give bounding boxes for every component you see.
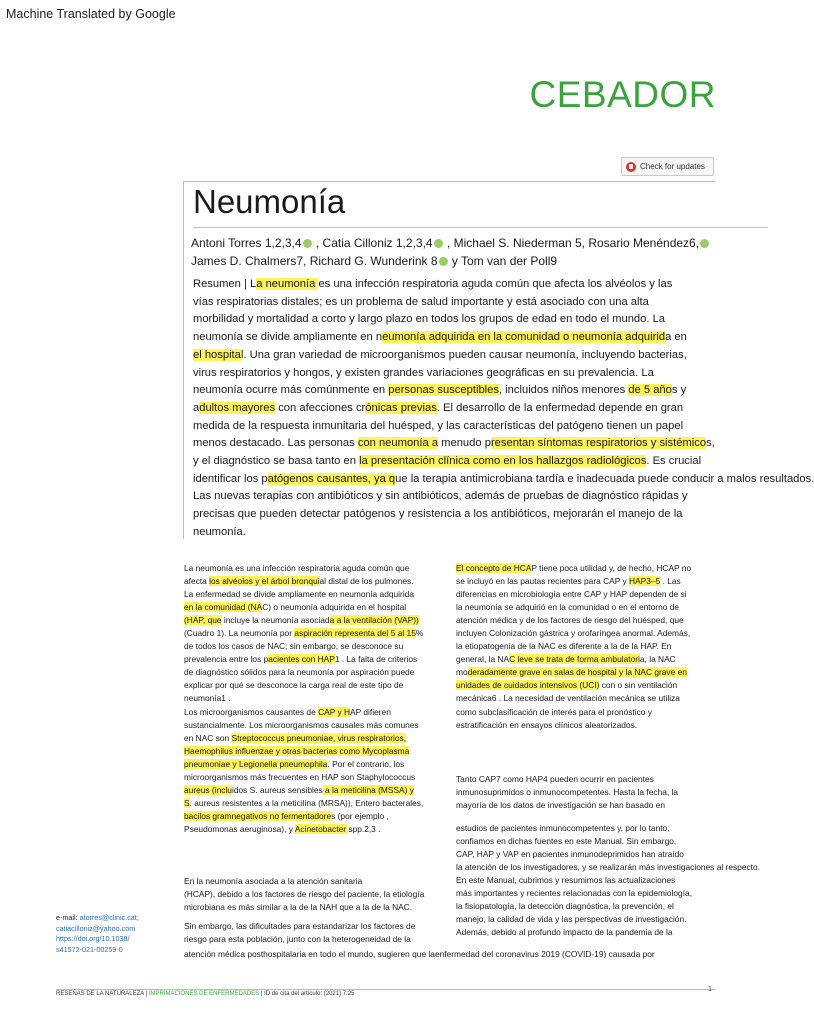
text-line	[456, 773, 678, 786]
text-line	[184, 745, 423, 758]
title-frame-top	[183, 181, 715, 182]
highlighted-text: C leve se trata de forma ambulatori	[509, 654, 640, 665]
text-span: mecánica6 . La necesidad de ventilación mecánica se utiliza	[456, 693, 680, 704]
text-line	[456, 786, 678, 799]
highlighted-text: a la meticilina (MSSA) y	[322, 784, 414, 795]
text-span: la fisiopatología, la detección diagnóstica, la prevención, el	[456, 901, 674, 912]
text-span: idos S. aureus sensibles	[231, 784, 323, 795]
text-span: de todos los casos de NAC; sin embargo, se desconoce su	[184, 641, 404, 652]
text-span: neumonía.	[193, 525, 246, 538]
check-for-updates-button[interactable]	[621, 157, 714, 176]
footer	[56, 991, 354, 997]
highlighted-text: de 5 año	[628, 384, 672, 397]
text-span: explicar por qué se desconoce la carga real de este tipo de	[184, 680, 404, 691]
orcid-icon[interactable]	[303, 239, 312, 248]
highlighted-text: en la comunidad (NA	[184, 602, 263, 613]
author-niederman-menendez: , Michael S. Niederman 5, Rosario Menéndez6,	[446, 236, 700, 250]
email-link-torres[interactable]: atorres@clinic.cat;	[79, 913, 139, 922]
text-line	[184, 771, 423, 784]
text-line	[456, 861, 760, 874]
email-link-cilloniz[interactable]: catiacilloniz@yahoo.com	[56, 923, 136, 933]
text-line	[193, 347, 814, 365]
text-line	[193, 365, 814, 383]
text-span: más importantes y recientes relacionadas con la epidemiología,	[456, 888, 693, 899]
highlighted-text: personas susceptibles	[388, 384, 499, 397]
highlighted-text: ónicas previas	[365, 401, 437, 414]
text-span: manejo, la calidad de vida y las perspectivas de investigación.	[456, 914, 687, 925]
highlighted-text: atógenos causantes, ya q	[267, 472, 396, 485]
highlighted-text: Streptococcus pneumoniae, virus respiratorios,	[231, 732, 407, 743]
text-span: al distal de los pulmones.	[319, 576, 414, 587]
highlighted-text: a neumonía	[256, 278, 319, 290]
text-span: . El desarrollo de la enfermedad depende en gran	[436, 401, 684, 414]
text-line	[184, 901, 424, 914]
text-span: s (por ejemplo ,	[331, 810, 389, 821]
body-column-left-para-risk	[184, 920, 415, 946]
text-span: virus respiratorios y hongos, y existen grandes variaciones geográficas en su prevalencia. La	[193, 366, 654, 379]
text-span: como subclasificación de interés para el pronóstico y	[456, 706, 652, 717]
text-line	[184, 640, 423, 653]
highlighted-text: HAP3–5	[629, 576, 661, 587]
text-line	[456, 835, 760, 848]
footer-section: IMPRIMACIONES DE ENFERMEDADES	[148, 991, 260, 997]
highlighted-text: S	[184, 797, 190, 808]
text-span: afecta	[184, 576, 210, 587]
highlighted-text: resentan síntomas respiratorios y sistémico	[490, 437, 707, 450]
text-line	[193, 488, 814, 506]
highlighted-text: pneumoniae y Legionella pneumophila	[184, 758, 328, 769]
text-span: incluyen Colonización gástrica y orofaríngea anormal. Además,	[456, 628, 691, 639]
text-line	[184, 810, 423, 823]
highlighted-text: aspiración representa del 5 al 15	[294, 628, 416, 639]
text-line	[456, 848, 760, 861]
text-span: en NAC son	[184, 732, 232, 743]
text-line	[456, 799, 678, 812]
text-span: microbiana es más similar a la de la NAH que a la de la NAC.	[184, 902, 413, 913]
text-line	[193, 294, 814, 312]
text-line	[184, 888, 424, 901]
highlighted-text: Haemophilus influenzae y otras bacterias como Mycoplasma	[184, 745, 410, 756]
text-line	[184, 875, 424, 888]
orcid-icon[interactable]	[439, 257, 448, 266]
text-span: , incluidos niños menores	[498, 384, 629, 397]
highlighted-text: Acinetobacter	[294, 823, 349, 834]
text-span: La enfermedad se divide ampliamente en neumonía adquirida	[184, 589, 414, 600]
text-line	[456, 913, 760, 926]
body-column-left-para-hcap	[184, 875, 424, 914]
text-span: se incluyó en las pautas recientes para CAP y	[456, 576, 630, 587]
author-torres: Antoni Torres 1,2,3,4	[191, 236, 302, 250]
text-line	[184, 823, 423, 836]
text-span: neumonía se divide ampliamente en n	[193, 331, 383, 344]
text-line	[184, 575, 423, 588]
text-span: identificar los p	[193, 472, 268, 485]
orcid-icon[interactable]	[700, 239, 709, 248]
highlighted-text: el hospita	[193, 348, 241, 361]
text-span: s,	[706, 437, 715, 450]
author-chalmers-wunderink: James D. Chalmers7, Richard G. Wunderink 8	[191, 254, 438, 268]
text-line	[184, 588, 423, 601]
text-span: a en	[665, 331, 687, 344]
highlighted-text: deradamente grave en salas de hospital y la NAC grave en	[467, 667, 687, 678]
email-label: e-mail:	[56, 913, 80, 922]
highlighted-text: El concepto de HCA	[456, 563, 532, 573]
text-span: enfermedad del coronavirus 2019 (COVID-19) causada por	[434, 949, 655, 959]
text-span: morbilidad y mortalidad a corto y largo plazo en todos los grupos de edad en todo el mundo. La	[193, 313, 666, 326]
text-line	[456, 874, 760, 887]
text-span: sustancialmente. Los microorganismos causales más comunes	[184, 719, 419, 730]
text-span: riesgo para esta población, junto con la heterogeneidad de la	[184, 934, 411, 945]
title-frame-vertical	[183, 181, 184, 539]
article-title: Neumonía	[193, 183, 346, 220]
highlighted-text: unidades de cuidados intensivos (UCI)	[456, 680, 600, 691]
text-line	[193, 276, 814, 294]
text-span: Los microorganismos causantes de	[184, 706, 319, 717]
text-span: estudios de pacientes inmunocompetentes y, por lo tanto,	[456, 823, 670, 833]
text-line	[456, 666, 691, 679]
text-span: ue la terapia antimicrobiana tardía e inadecuada puede conducir a malos resultados.	[395, 472, 814, 485]
text-line	[456, 926, 760, 939]
text-line	[456, 719, 691, 732]
text-line	[193, 471, 814, 489]
text-line	[184, 679, 423, 692]
footer-rule	[56, 989, 716, 990]
text-span: y el diagnóstico se basa tanto en	[193, 455, 360, 468]
abstract	[193, 276, 814, 542]
text-span: . aureus resistentes a la meticilina (MRSA)), Entero bacterales,	[189, 797, 424, 808]
text-span: la atención de los investigadores, y se realizarán más investigaciones al respecto.	[456, 862, 760, 873]
text-line	[193, 506, 814, 524]
highlighted-text: dultos mayores	[199, 401, 276, 414]
highlighted-text: los alvéolos y el árbol bronqui	[209, 576, 320, 587]
footer-journal: RESEÑAS DE LA NATURALEZA |	[56, 991, 149, 997]
text-span: . Las	[660, 576, 681, 587]
highlighted-text: (HAP, que	[184, 615, 222, 626]
text-span: La neumonía es una infección respiratoria aguda común que	[184, 563, 410, 573]
text-line	[184, 758, 423, 771]
body-column-right-para-immuno	[456, 773, 678, 812]
correspondence-block	[56, 913, 139, 955]
text-span: mo	[456, 667, 468, 678]
text-span: neumonía ocurre más comúnmente en	[193, 384, 389, 397]
text-line	[456, 900, 760, 913]
text-span: confiamos en dichas fuentes en este Manual. Sin embargo,	[456, 836, 677, 847]
text-line	[184, 627, 423, 640]
text-line	[193, 453, 814, 471]
text-span: medida de la respuesta inmunitaria del huésped, y las características del patógeno tienen un papel	[193, 419, 684, 432]
text-span: diferencias en microbiología entre CAP y HAP dependen de si	[456, 589, 687, 600]
text-span: la etiopatogenia de la NAC es diferente a la de la HAP. En	[456, 641, 672, 652]
text-line	[193, 382, 814, 400]
text-span: P tiene poca utilidad y, de hecho, HCAP no	[531, 563, 692, 573]
journal-name: CEBADOR	[529, 74, 716, 115]
text-line	[193, 329, 814, 347]
text-line	[456, 640, 691, 653]
text-span: Pseudomonas aeruginosa), y	[184, 823, 295, 834]
text-span: (HCAP), debido a los factores de riesgo del paciente, la etiología	[184, 889, 425, 900]
text-span: a, la NAC	[639, 654, 676, 665]
text-span: 1 . La falta de criterios	[334, 654, 418, 665]
text-span: Además, debido al profundo impacto de la pandemia de la	[456, 927, 673, 938]
text-line	[184, 562, 423, 575]
text-span: atención médica posthospitalaria en todo el mundo, sugieren que la	[184, 949, 435, 959]
text-line	[184, 784, 423, 797]
body-column-right	[456, 562, 691, 732]
text-line	[456, 706, 691, 719]
text-span: spp.2,3 .	[348, 823, 381, 834]
text-line	[456, 627, 691, 640]
author-van-der-poll: y Tom van der Poll9	[451, 254, 558, 268]
text-line	[193, 400, 814, 418]
check-for-updates-label: Check for updates	[640, 162, 705, 171]
text-span: atención médica y de los factores de riesgo del huésped, que	[456, 615, 684, 626]
body-column-left	[184, 562, 423, 836]
highlighted-text: a a la ventilación (VAP))	[329, 615, 419, 626]
highlighted-text: con neumonía a	[357, 437, 439, 450]
text-span: a	[193, 401, 200, 414]
text-span: menos destacado. Las personas	[193, 437, 358, 450]
page-number: 1	[708, 986, 712, 993]
highlighted-text: CAP y H	[318, 706, 351, 717]
text-line	[184, 653, 423, 666]
text-span: es una infección respiratoria aguda común que afecta los alvéolos y las	[318, 278, 673, 290]
text-line	[193, 435, 814, 453]
text-span: con o sin ventilación	[599, 680, 678, 691]
text-span: estratificación en ensayos clínicos aleatorizados.	[456, 719, 638, 730]
highlighted-text: la presentación clínica como en los hallazgos radiológicos	[359, 455, 647, 468]
text-line	[184, 933, 415, 946]
text-line	[456, 575, 691, 588]
text-span: general, la NA	[456, 654, 510, 665]
text-span: En este Manual, cubrimos y resumimos las actualizaciones	[456, 875, 676, 886]
text-span: precisas que pueden detectar patógenos y resistencia a los antibióticos, mejorarán el manejo de la	[193, 508, 683, 521]
title-underline	[193, 227, 768, 228]
text-line	[456, 887, 760, 900]
text-span: con afecciones cr	[275, 401, 366, 414]
text-line	[456, 601, 691, 614]
text-span: menudo p	[438, 437, 491, 450]
text-span: vías respiratorias distales; es un problema de salud importante y está asociado con una alta	[193, 295, 649, 308]
text-line	[193, 311, 814, 329]
text-span: . Es crucial	[646, 455, 702, 468]
text-span: AP difieren	[350, 706, 391, 717]
doi-link[interactable]: https://doi.org/10.1038/	[56, 934, 130, 944]
text-span: la neumonía se adquirió en la comunidad o en el entorno de	[456, 602, 680, 613]
text-line	[456, 692, 691, 705]
text-line	[184, 692, 423, 705]
text-span: (Cuadro 1). La neumonía por	[184, 628, 295, 639]
text-line	[184, 920, 415, 933]
highlighted-text: aureus (inclu	[184, 784, 232, 795]
text-line	[184, 614, 423, 627]
highlighted-text: acientes con HAP	[268, 654, 335, 665]
text-span: %	[415, 628, 424, 639]
text-span: CAP, HAP y VAP en pacientes inmunodeprimidos han atraído	[456, 849, 684, 860]
text-span: En la neumonía asociada a la atención sanitaria	[184, 876, 363, 886]
text-line	[193, 418, 814, 436]
text-line	[184, 732, 423, 745]
text-span: prevalencia entre los p	[184, 654, 269, 665]
text-span: incluye la neumonía asociad	[221, 615, 330, 626]
text-line	[456, 562, 691, 575]
text-line	[456, 614, 691, 627]
text-line	[184, 719, 423, 732]
text-span: Sin embargo, las dificultades para estandarizar los factores de	[184, 921, 416, 931]
text-line	[456, 653, 691, 666]
text-line	[184, 706, 423, 719]
text-span: mayoría de los datos de investigación se han basado en	[456, 800, 666, 811]
text-span: Resumen | L	[193, 278, 257, 290]
text-line	[184, 666, 423, 679]
text-line	[456, 588, 691, 601]
text-line	[193, 524, 814, 542]
text-span: neumonía1 .	[184, 693, 231, 704]
author-cilloniz: , Catia Cilloniz 1,2,3,4	[315, 236, 433, 250]
text-span: inmunosuprimidos o inmunocompetentes. Hasta la fecha, la	[456, 787, 679, 798]
highlighted-text: eumonía adquirida en la comunidad o neumonía adquirid	[382, 331, 666, 344]
text-span: de diagnóstico sólidos para la neumonía por aspiración puede	[184, 667, 415, 678]
text-span: Tanto CAP7 como HAP4 pueden ocurrir en pacientes	[456, 774, 654, 784]
machine-translation-banner: Machine Translated by Google	[6, 7, 176, 21]
text-line	[456, 822, 760, 835]
text-span: C) o neumonía adquirida en el hospital	[262, 602, 407, 613]
body-full-width-line	[184, 948, 655, 961]
text-line	[184, 601, 423, 614]
highlighted-text: bacilos gramnegativos no fermentadore	[184, 810, 332, 821]
text-span: l. Una gran variedad de microorganismos pueden causar neumonía, incluyendo bacterias,	[240, 348, 687, 361]
crossmark-icon	[626, 162, 636, 172]
text-line	[184, 797, 423, 810]
text-span: . Por el contrario, los	[327, 758, 405, 769]
text-line	[456, 679, 691, 692]
text-span: s y	[671, 384, 687, 397]
text-span: Las nuevas terapias con antibióticos y sin antibióticos, además de pruebas de diagnóstico rápidas y	[193, 490, 688, 503]
text-span: microorganismos más frecuentes en HAP son Staphylococcus	[184, 771, 416, 782]
orcid-icon[interactable]	[434, 239, 443, 248]
footer-citation: | ID de cita del artículo: (2021) 7:25	[259, 991, 355, 997]
body-column-right-para-manual	[456, 822, 760, 939]
doi-link-cont[interactable]: s41572-021-00259-0	[56, 944, 123, 954]
author-list	[191, 234, 710, 270]
